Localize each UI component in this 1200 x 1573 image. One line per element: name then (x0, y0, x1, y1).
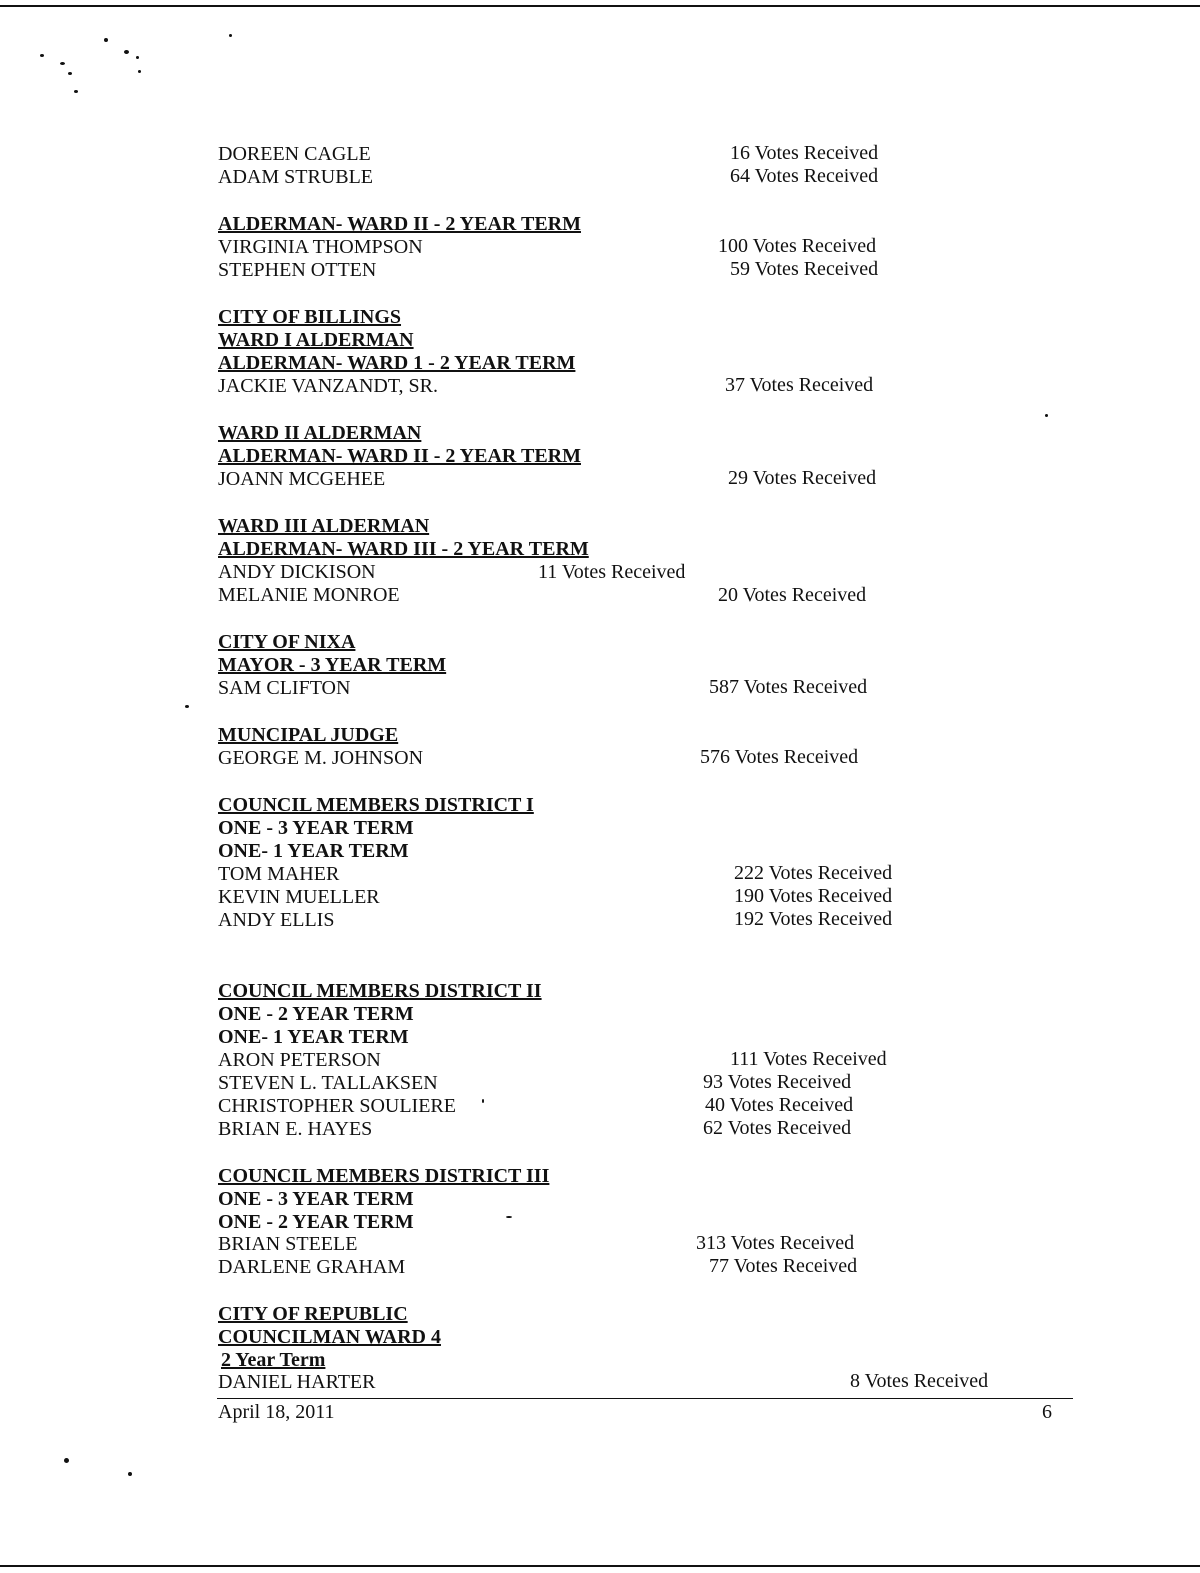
vote-count: 62 Votes Received (703, 1117, 852, 1139)
vote-count: 20 Votes Received (718, 584, 867, 606)
section-heading: CITY OF NIXA (218, 631, 356, 653)
candidate-name: BRIAN STEELE (218, 1233, 358, 1255)
section-heading: WARD II ALDERMAN (218, 422, 422, 444)
term-line: ONE - 3 YEAR TERM (218, 1188, 414, 1210)
section-heading: WARD III ALDERMAN (218, 515, 430, 537)
section-heading: ALDERMAN- WARD 1 - 2 YEAR TERM (218, 352, 576, 374)
candidate-name: STEVEN L. TALLAKSEN (218, 1072, 438, 1094)
scan-speck (136, 56, 139, 59)
vote-count: 222 Votes Received (734, 862, 893, 884)
term-line: ONE - 2 YEAR TERM (218, 1003, 414, 1025)
vote-count: 40 Votes Received (705, 1094, 854, 1116)
scan-speck (40, 54, 44, 57)
term-line: ONE - 3 YEAR TERM (218, 817, 414, 839)
candidate-name: CHRISTOPHER SOULIERE (218, 1095, 456, 1117)
vote-count: 576 Votes Received (700, 746, 859, 768)
section-heading: COUNCILMAN WARD 4 (218, 1326, 441, 1348)
vote-count: 111 Votes Received (730, 1048, 887, 1070)
section-heading: 2 Year Term (221, 1349, 326, 1371)
candidate-name: DOREEN CAGLE (218, 143, 371, 165)
scan-speck (104, 38, 108, 42)
scan-speck (68, 72, 72, 75)
term-line: ONE- 1 YEAR TERM (218, 1026, 409, 1048)
scan-bottom-edge (0, 1565, 1200, 1567)
vote-count: 190 Votes Received (734, 885, 893, 907)
section-heading: COUNCIL MEMBERS DISTRICT I (218, 794, 534, 816)
candidate-name: VIRGINIA THOMPSON (218, 236, 423, 258)
candidate-name: JOANN MCGEHEE (218, 468, 386, 490)
section-heading: ALDERMAN- WARD II - 2 YEAR TERM (218, 213, 581, 235)
term-line: ONE- 1 YEAR TERM (218, 840, 409, 862)
vote-count: 77 Votes Received (709, 1255, 858, 1277)
candidate-name: ARON PETERSON (218, 1049, 381, 1071)
candidate-name: DARLENE GRAHAM (218, 1256, 406, 1278)
vote-count: 29 Votes Received (728, 467, 877, 489)
scan-speck (128, 1472, 132, 1476)
candidate-name: STEPHEN OTTEN (218, 259, 377, 281)
vote-count: 59 Votes Received (730, 258, 879, 280)
scan-speck (185, 705, 189, 708)
section-heading: ALDERMAN- WARD II - 2 YEAR TERM (218, 445, 581, 467)
section-heading: ALDERMAN- WARD III - 2 YEAR TERM (218, 538, 589, 560)
candidate-name: SAM CLIFTON (218, 677, 351, 699)
vote-count: 11 Votes Received (538, 561, 686, 583)
section-heading: MUNCIPAL JUDGE (218, 724, 399, 746)
section-heading: COUNCIL MEMBERS DISTRICT III (218, 1165, 550, 1187)
candidate-name: DANIEL HARTER (218, 1371, 376, 1393)
section-heading: WARD I ALDERMAN (218, 329, 414, 351)
scan-speck (64, 1458, 69, 1463)
vote-count: 64 Votes Received (730, 165, 879, 187)
scan-speck (482, 1099, 484, 1103)
section-heading: CITY OF BILLINGS (218, 306, 402, 328)
vote-count: 16 Votes Received (730, 142, 879, 164)
candidate-name: TOM MAHER (218, 863, 340, 885)
candidate-name: BRIAN E. HAYES (218, 1118, 373, 1140)
vote-count: 37 Votes Received (725, 374, 874, 396)
footer-date: April 18, 2011 (218, 1401, 335, 1423)
vote-count: 8 Votes Received (850, 1370, 989, 1392)
vote-count: 587 Votes Received (709, 676, 868, 698)
scan-speck (74, 90, 78, 93)
section-heading: MAYOR - 3 YEAR TERM (218, 654, 447, 676)
vote-count: 313 Votes Received (696, 1232, 855, 1254)
candidate-name: GEORGE M. JOHNSON (218, 747, 424, 769)
vote-count: 100 Votes Received (718, 235, 877, 257)
candidate-name: JACKIE VANZANDT, SR. (218, 375, 439, 397)
candidate-name: MELANIE MONROE (218, 584, 400, 606)
scan-speck (124, 50, 129, 54)
scan-speck (138, 70, 141, 73)
candidate-name: ANDY DICKISON (218, 561, 376, 583)
scan-speck (506, 1216, 512, 1218)
page-number: 6 (1042, 1401, 1052, 1423)
vote-count: 192 Votes Received (734, 908, 893, 930)
footer-rule (217, 1398, 1073, 1399)
scan-speck (229, 34, 232, 37)
term-line: ONE - 2 YEAR TERM (218, 1211, 414, 1233)
candidate-name: KEVIN MUELLER (218, 886, 380, 908)
scan-speck (60, 62, 65, 65)
candidate-name: ANDY ELLIS (218, 909, 335, 931)
section-heading: CITY OF REPUBLIC (218, 1303, 408, 1325)
candidate-name: ADAM STRUBLE (218, 166, 374, 188)
scan-speck (1045, 414, 1048, 417)
section-heading: COUNCIL MEMBERS DISTRICT II (218, 980, 542, 1002)
scan-top-edge (0, 5, 1200, 7)
vote-count: 93 Votes Received (703, 1071, 852, 1093)
